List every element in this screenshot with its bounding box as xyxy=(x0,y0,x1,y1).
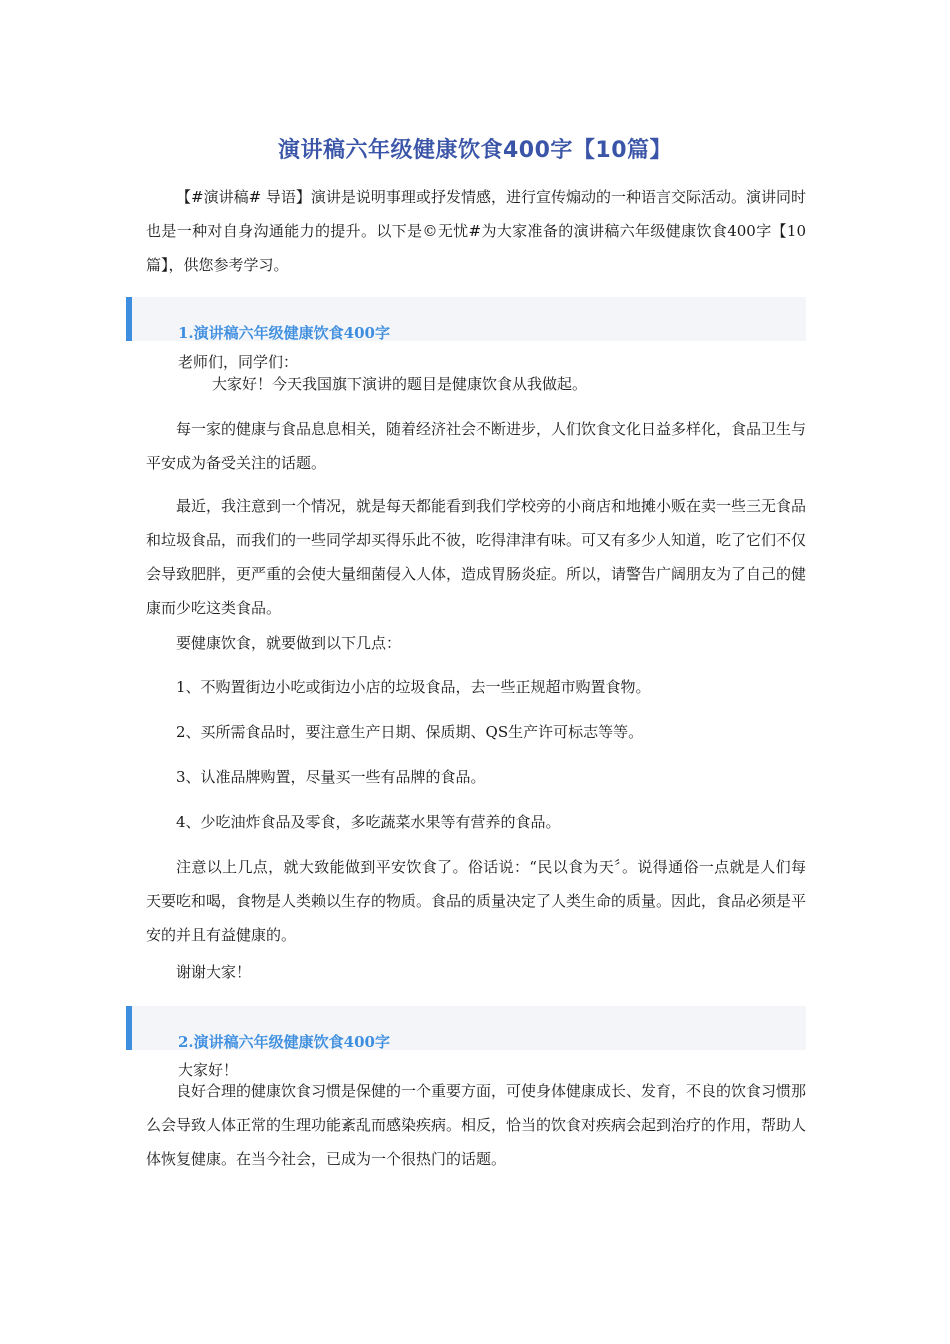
section-accent xyxy=(126,1006,132,1050)
section-accent xyxy=(126,297,132,341)
section-1-paragraph: 注意以上几点，就大致能做到平安饮食了。俗话说：“民以食为天〞。说得通俗一点就是人们每天要吃和喝，食物是人类赖以生存的物质。食品的质量决定了人类生命的质量。因此，食品必须是平安的并且有益健康的。 xyxy=(146,858,807,944)
section-1-salutation: 老师们，同学们： xyxy=(178,353,299,371)
section-1-list-item: 1、不购置街边小吃或街边小店的垃圾食品，去一些正规超市购置食物。 xyxy=(176,678,651,696)
intro-paragraph: 【#演讲稿# 导语】演讲是说明事理或抒发情感，进行宣传煽动的一种语言交际活动。演讲同时也是一种对自身沟通能力的提升。以下是©无忧#为大家准备的演讲稿六年级健康饮食400字【10篇】，供您参考学习。 xyxy=(146,188,806,274)
section-2-paragraph: 良好合理的健康饮食习惯是保健的一个重要方面，可使身体健康成长、发育，不良的饮食习惯那么会导致人体正常的生理功能紊乱而感染疾病。相反，恰当的饮食对疾病会起到治疗的作用，帮助人体恢复健康。在当今社会，已成为一个很热门的话题。 xyxy=(146,1082,807,1168)
section-1-greeting: 大家好！今天我国旗下演讲的题目是健康饮食从我做起。 xyxy=(212,375,588,393)
section-2-salutation: 大家好！ xyxy=(178,1061,239,1079)
section-2-heading: 2.演讲稿六年级健康饮食400字 xyxy=(178,1033,390,1051)
section-1-paragraph: 每一家的健康与食品息息相关，随着经济社会不断进步，人们饮食文化日益多样化，食品卫生与平安成为备受关注的话题。 xyxy=(146,420,807,472)
section-1-paragraph: 要健康饮食，就要做到以下几点： xyxy=(176,634,402,652)
section-1-list-item: 2、买所需食品时，要注意生产日期、保质期、QS生产许可标志等等。 xyxy=(176,723,644,741)
section-1-list-item: 4、少吃油炸食品及零食，多吃蔬菜水果等有营养的食品。 xyxy=(176,813,561,831)
section-1-closing: 谢谢大家！ xyxy=(176,963,252,981)
section-1-paragraph: 最近，我注意到一个情况，就是每天都能看到我们学校旁的小商店和地摊小贩在卖一些三无食品和垃圾食品，而我们的一些同学却买得乐此不彼，吃得津津有味。可又有多少人知道，吃了它们不仅会导致肥胖，更严重的会使大量细菌侵入人体，造成胃肠炎症。所以，请警告广阔朋友为了自己的健康而少吃这类食品。 xyxy=(146,497,807,617)
section-1-heading: 1.演讲稿六年级健康饮食400字 xyxy=(178,324,390,342)
page-title: 演讲稿六年级健康饮食400字【10篇】 xyxy=(277,138,673,163)
section-1-list-item: 3、认准品牌购置，尽量买一些有品牌的食品。 xyxy=(176,768,486,786)
